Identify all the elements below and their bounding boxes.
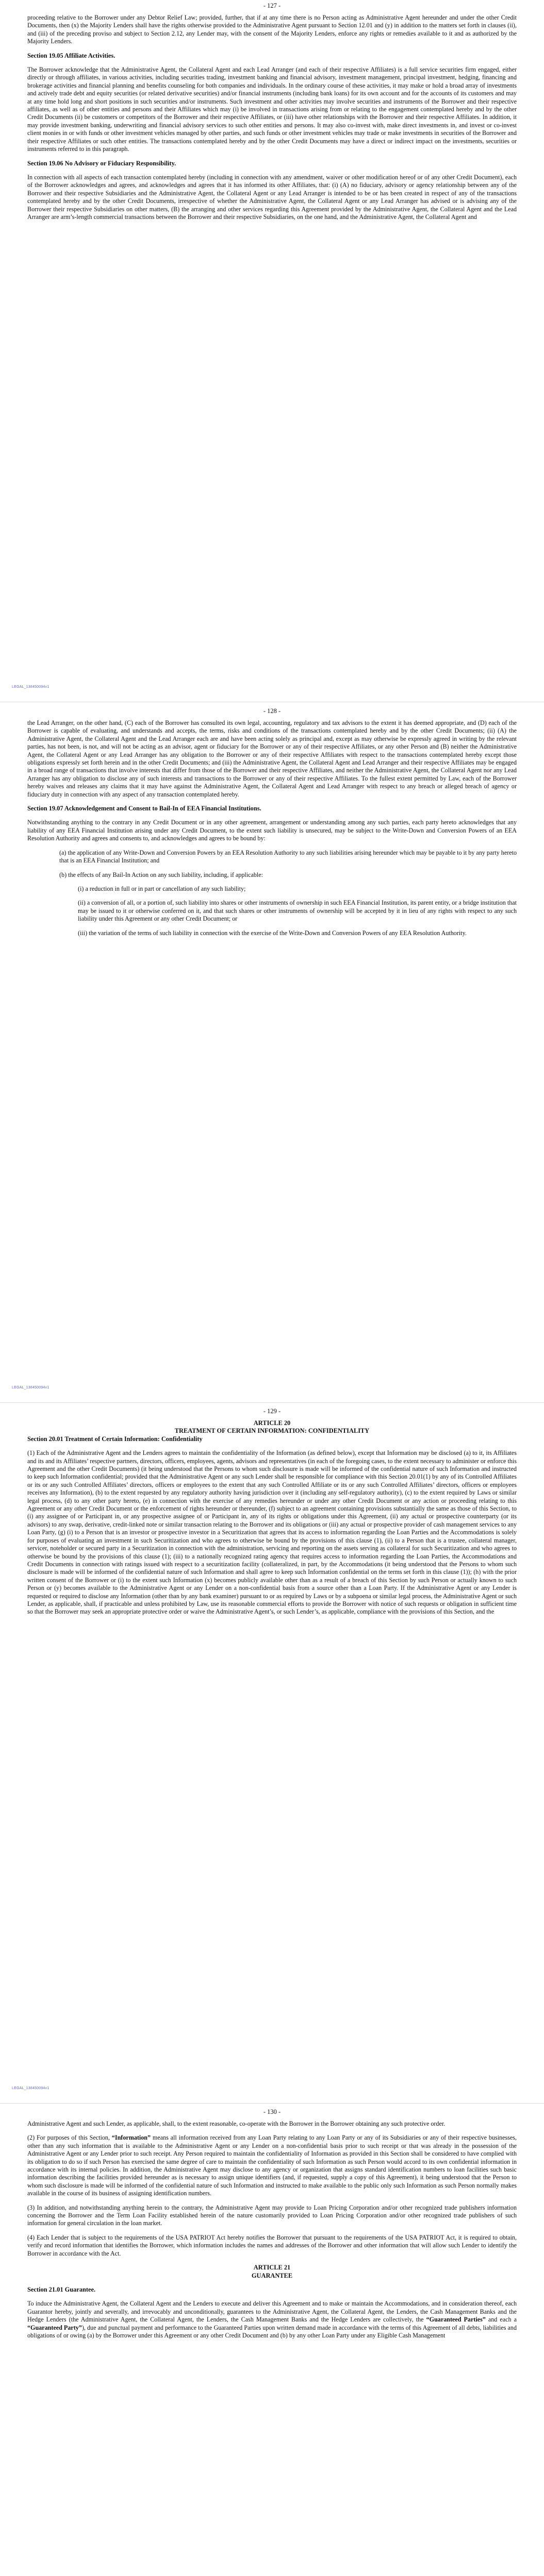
list-item: (iii) the variation of the terms of such liability in connection with the exercise of the Write-Down and Conversion Powers of any EEA Resolution Authority. — [78, 929, 467, 937]
article-title: GUARANTEE — [251, 2272, 293, 2279]
paragraph: Notwithstanding anything to the contrary in any Credit Document or in any other agreement, arrangement or understanding among any such parties, each party hereto acknowledges that any liability of any EEA Financial Institution arising under any Credit Document, to the extent such liability is unsecured, may be subject to the Write-Down and Conversion Powers of an EEA Resolution Authority and agrees and consents to, and acknowledges and agrees to be bound by: — [27, 819, 517, 842]
page-number: - 128 - — [263, 707, 281, 715]
defined-term: “Information” — [111, 2134, 151, 2142]
list-item: (ii) a conversion of all, or a portion of, such liability into shares or other instruments of ownership in such EEA Financial Institution, its parent entity, or a bridge institution that may be issued to it or otherwise conferred on it, and that such shares or other instruments of ownership will be accepted by it in lieu of any rights with respect to any such liability under this Agreement or any other Credit Document; or — [78, 899, 517, 923]
section-heading: Section 19.06 No Advisory or Fiduciary Responsibility. — [27, 159, 176, 167]
paragraph: (3) In addition, and notwithstanding anything herein to the contrary, the Administrative Agent may provide to Loan Pricing Corporation and/or other recognized trade publishers information concerning the Borrower and the Term Loan Facility established herein of the nature customarily provided to Loan Pricing Corporation and/or other recognized trade publishers of such information for general circulation in the loan market. — [27, 2204, 517, 2227]
paragraph: Administrative Agent and such Lender, as applicable, shall, to the extent reasonable, co-operate with the Borrower in the Borrower obtaining any such protective order. — [27, 2120, 446, 2127]
paragraph: (2) For purposes of this Section, “Information” means all information received from any Loan Party relating to any Loan Party or any of its Subsidiaries or any of their respective businesses, other than any such information that is available to the Administrative Agent or any Lender on a non-confidential basis prior to such receipt or that was already in the possession of the Administrative Agent or any Lender prior to such receipt. Any Person required to maintain the confidentiality of Information as provided in this Section shall be considered to have complied with its obligation to do so if such Person has exercised the same degree of care to maintain the confidentiality of such Information as such Person would accord to its own confidential information in accordance with its internal policies. In addition, the Administrative Agent may disclose to any agency or organization that assigns standard identification numbers to loan facilities such basic information describing the facilities provided hereunder as is necessary to assign unique identifiers (and, if requested, supply a copy of this Agreement), it being understood that the Person to whom such disclosure is made will be informed of the confidential nature of such Information and instructed to make available to the public only such Information as such Person normally makes available in the course of its business of assigning identification numbers. — [27, 2134, 517, 2197]
defined-term: “Guaranteed Party” — [27, 2324, 82, 2331]
article-title: TREATMENT OF CERTAIN INFORMATION: CONFIDENTIALITY — [174, 1427, 370, 1435]
section-heading: Section 19.05 Affiliate Activities. — [27, 52, 116, 59]
section-heading: Section 19.07 Acknowledgement and Consent to Bail-In of EEA Financial Institutions. — [27, 805, 261, 812]
paragraph: In connection with all aspects of each transaction contemplated hereby (including in connection with any amendment, waiver or other modification hereof or of any other Credit Document), each of the Borrower acknowledges and agrees, and acknowledges and agrees that it has informed its other Affiliates, that: (i) (A) no fiduciary, advisory or agency relationship between any of the Borrower and their respective Subsidiaries and the Administrative Agent, the Collateral Agent or any Lead Arranger is intended to be or has been created in respect of any of the transactions contemplated hereby and by the other Credit Documents, irrespective of whether the Administrative Agent, the Collateral Agent or any Lead Arranger has advised or is advising any of the Borrower their respective Subsidiaries on other matters, (B) the arranging and other services regarding this Agreement provided by the Administrative Agent, the Collateral Agent and the Lead Arranger are arm’s-length commercial transactions between the Borrower and their respective Subsidiaries, on the one hand, and the Administrative Agent, the Collateral Agent and — [27, 173, 517, 221]
page-number: - 129 - — [263, 1408, 281, 1415]
list-item: (b) the effects of any Bail-In Action on any such liability, including, if applicable: — [59, 871, 263, 878]
paragraph: The Borrower acknowledge that the Administrative Agent, the Collateral Agent and each Lead Arranger (and each of their respective Affiliates) is a full service securities firm engaged, either directly or through affiliates, in various activities, including securities trading, investment banking and financial advisory, investment management, principal investment, hedging, financing and brokerage activities and financial planning and benefits counseling for both companies and individuals. In the ordinary course of these activities, it may make or hold a broad array of investments and actively trade debt and equity securities (or related derivative securities) and/or financial instruments (including bank loans) for its own account and for the accounts of its customers and may at any time hold long and short positions in such securities and/or instruments. Such investment and other activities may involve securities and instruments of the Borrower and their respective affiliates, as well as of other entities and persons and their Affiliates which may (i) be involved in transactions arising from or relating to the engagement contemplated hereby and by the other Credit Documents (ii) be customers or competitors of the Borrower and their respective Affiliates, or (iii) have other relationships with the Borrower and their respective Affiliates. In addition, it may provide investment banking, underwriting and financial advisory services to such other entities and persons. It may also co-invest with, make direct investments in, and invest or co-invest client monies in or with funds or other investment vehicles managed by other parties, and such funds or other investment vehicles may trade or make investments in securities of the Borrower and their respective Affiliates or such other entities. The transactions contemplated hereby and by the other Credit Documents may have a direct or indirect impact on the investments, securities or instruments referred to in this paragraph. — [27, 66, 517, 153]
page-number: - 130 - — [263, 2108, 281, 2115]
paragraph: proceeding relative to the Borrower under any Debtor Relief Law; provided, further, that if at any time there is no Person acting as Administrative Agent hereunder and under the other Credit Documents, then (x) the Majority Lenders shall have the rights otherwise provided to the Administrative Agent pursuant to Section 12.01 and (y) in addition to the matters set forth in clauses (ii), and (iii) of the preceding proviso and subject to Section 2.12, any Lender may, with the consent of the Majority Lenders, enforce any rights or remedies available to it and as authorized by the Majority Lenders. — [27, 14, 517, 45]
page-129 — [0, 1408, 544, 1622]
list-item: (i) a reduction in full or in part or cancellation of any such liability; — [78, 885, 246, 892]
paragraph: (1) Each of the Administrative Agent and the Lenders agrees to maintain the confidentiality of the Information (as defined below), except that Information may be disclosed (a) to it, its Affiliates and its and its Affiliates’ respective partners, directors, officers, employees, agents, advisors and representatives (in each of the foregoing cases, to the extent necessary to administer or enforce this Agreement and the other Credit Documents) (it being understood that the Persons to whom such disclosure is made will be informed of the confidential nature of such Information and instructed to keep such Information confidential; provided that the Administrative Agent or any such Lender shall be responsible for compliance with this Section 20.01(1) by any of its Controlled Affiliates or its or any such Controlled Affiliates’ directors, officers or employees to the extent that any such Controlled Affiliate or its or any such Controlled Affiliates’ directors, officers or employees receives any Information), (b) to the extent requested by any regulatory authority having jurisdiction over it (including any self-regulatory authority), (c) to the extent required by Laws or similar legal process, (d) to any other party hereto, (e) in connection with the exercise of any remedies hereunder or under any other Credit Document or any action or proceeding relating to this Agreement or any other Credit Document or the enforcement of rights hereunder or thereunder, (f) subject to an agreement containing provisions substantially the same as those of this Section, to (i) any assignee of or Participant in, or any prospective assignee of or Participant in, any of its rights or obligations under this Agreement, (ii) any actual or prospective counterparty (or its advisors) to any swap, derivative, credit-linked note or similar transaction relating to the Borrower and its obligations or (iii) any actual or prospective provider of cash management services to any Loan Party, (g) (i) to a Person that is an investor or prospective investor in a Securitization that agrees that its access to information regarding the Loan Parties and the Accommodations is solely for purposes of evaluating an investment in such Securitization and who agrees to otherwise be bound by the provisions of this clause (1), (ii) to a Person that is a trustee, collateral manager, servicer, noteholder or secured party in a Securitization in connection with the administration, servicing and reporting on the assets serving as collateral for such Securitization and who agrees to otherwise be bound by the provisions of this clause (1); (iii) to a nationally recognized rating agency that requires access to information regarding the Loan Parties, the Accommodations and Credit Documents in connection with ratings issued with respect to a securitization facility (collateralized, in part, by the Accommodations (it being understood that the Persons to whom such disclosure is made will be informed of the confidential nature of such Information and shall agree to keep such Information confidential on the terms set forth in this clause (1)); (h) with the prior written consent of the Borrower or (i) to the extent such Information (x) becomes publicly available other than as a result of a breach of this Section by such Person or actually known to such Person or (y) becomes available to the Administrative Agent or any Lender on a non-confidential basis from a source other than a Loan Party. If the Administrative Agent or any Lender is requested or required to disclose any Information (other than by any bank examiner) pursuant to or as required by Laws or by a subpoena or similar legal process, the Administrative Agent or such Lender, as applicable, shall, if practicable and unless prohibited by Law, use its reasonable commercial efforts to provide the Borrower with notice of such requests or obligation in sufficient time so that the Borrower may seek an appropriate protective order or waive the Administrative Agent’s, or such Lender’s, as applicable, compliance with the provisions of this Section, and the — [27, 1449, 517, 1616]
section-heading: Section 20.01 Treatment of Certain Information: Confidentiality — [27, 1435, 203, 1443]
page-128 — [0, 707, 544, 943]
document-footer-id: LEGAL_138450094v1 — [12, 2087, 50, 2090]
list-item: (a) the application of any Write-Down and Conversion Powers by an EEA Resolution Authority to any such liabilities arising hereunder which may be payable to it by any party hereto that is an EEA Financial Institution; and — [59, 849, 517, 865]
page-130 — [0, 2108, 544, 2346]
page-divider — [0, 1402, 544, 1403]
paragraph: To induce the Administrative Agent, the Collateral Agent and the Lenders to execute and deliver this Agreement and to make or maintain the Accommodations, and in consideration thereof, each Guarantor hereby, jointly and severally, and irrevocably and unconditionally, guarantees to the Administrative Agent, the Collateral Agent, the Lenders, the Cash Management Banks and the Hedge Lenders (the Administrative Agent, the Collateral Agent, the Lenders, the Cash Management Banks and the Hedge Lenders are collectively, the “Guaranteed Parties” and each a “Guaranteed Party”), due and punctual payment and performance to the Guaranteed Parties upon written demand made in accordance with the terms of this Agreement of all debts, liabilities and obligations of or owing (a) by the Borrower under this Agreement or any other Credit Document and (b) by any other Loan Party under any Eligible Cash Management — [27, 2300, 517, 2339]
paragraph: the Lead Arranger, on the other hand, (C) each of the Borrower has consulted its own legal, accounting, regulatory and tax advisors to the extent it has deemed appropriate, and (D) each of the Borrower is capable of evaluating, and understands and accepts, the terms, risks and conditions of the transactions contemplated hereby and by the other Credit Documents; (ii) (A) the Administrative Agent, the Collateral Agent and the Lead Arranger each are and have been acting solely as principal and, except as may otherwise be expressly agreed in writing by the relevant parties, has not been, is not, and will not be acting as an advisor, agent or fiduciary for the Borrower or any of their respective Affiliates, or any other Person and (B) neither the Administrative Agent, the Collateral Agent or any Lead Arranger has any obligation to the Borrower or any of their respective Affiliates with respect to the transactions contemplated hereby except those obligations expressly set forth herein and in the other Credit Documents; and (iii) the Administrative Agent, the Collateral Agent and Lead Arranger and their respective Affiliates may be engaged in a broad range of transactions that involve interests that differ from those of the Borrower and their respective Affiliates, and neither the Administrative Agent, the Collateral Agent nor any Lead Arranger has any obligation to disclose any of such interests and transactions to the Borrower or any of their respective Affiliates. To the fullest extent permitted by Law, each of the Borrower hereby waives and releases any claims that it may have against the Administrative Agent, the Collateral Agent and Lead Arranger with respect to any breach or alleged breach of agency or fiduciary duty in connection with any aspect of any transaction contemplated hereby. — [27, 719, 517, 798]
defined-term: “Guaranteed Parties” — [426, 2316, 486, 2324]
paragraph: (4) Each Lender that is subject to the requirements of the USA PATRIOT Act hereby notifies the Borrower that pursuant to the requirements of the USA PATRIOT Act, it is required to obtain, verify and record information that identifies the Borrower, which information includes the names and addresses of the Borrower and other information that will allow such Lender to identify the Borrower in accordance with the Act. — [27, 2233, 517, 2257]
document-footer-id: LEGAL_138450094v1 — [12, 685, 50, 689]
page-divider — [0, 2103, 544, 2104]
page-number: - 127 - — [263, 2, 281, 9]
article-number: ARTICLE 20 — [253, 1419, 291, 1427]
section-heading: Section 21.01 Guarantee. — [27, 2285, 96, 2293]
page-127 — [0, 2, 544, 227]
document-footer-id: LEGAL_138450094v1 — [12, 1386, 50, 1389]
article-number: ARTICLE 21 — [253, 2264, 291, 2272]
